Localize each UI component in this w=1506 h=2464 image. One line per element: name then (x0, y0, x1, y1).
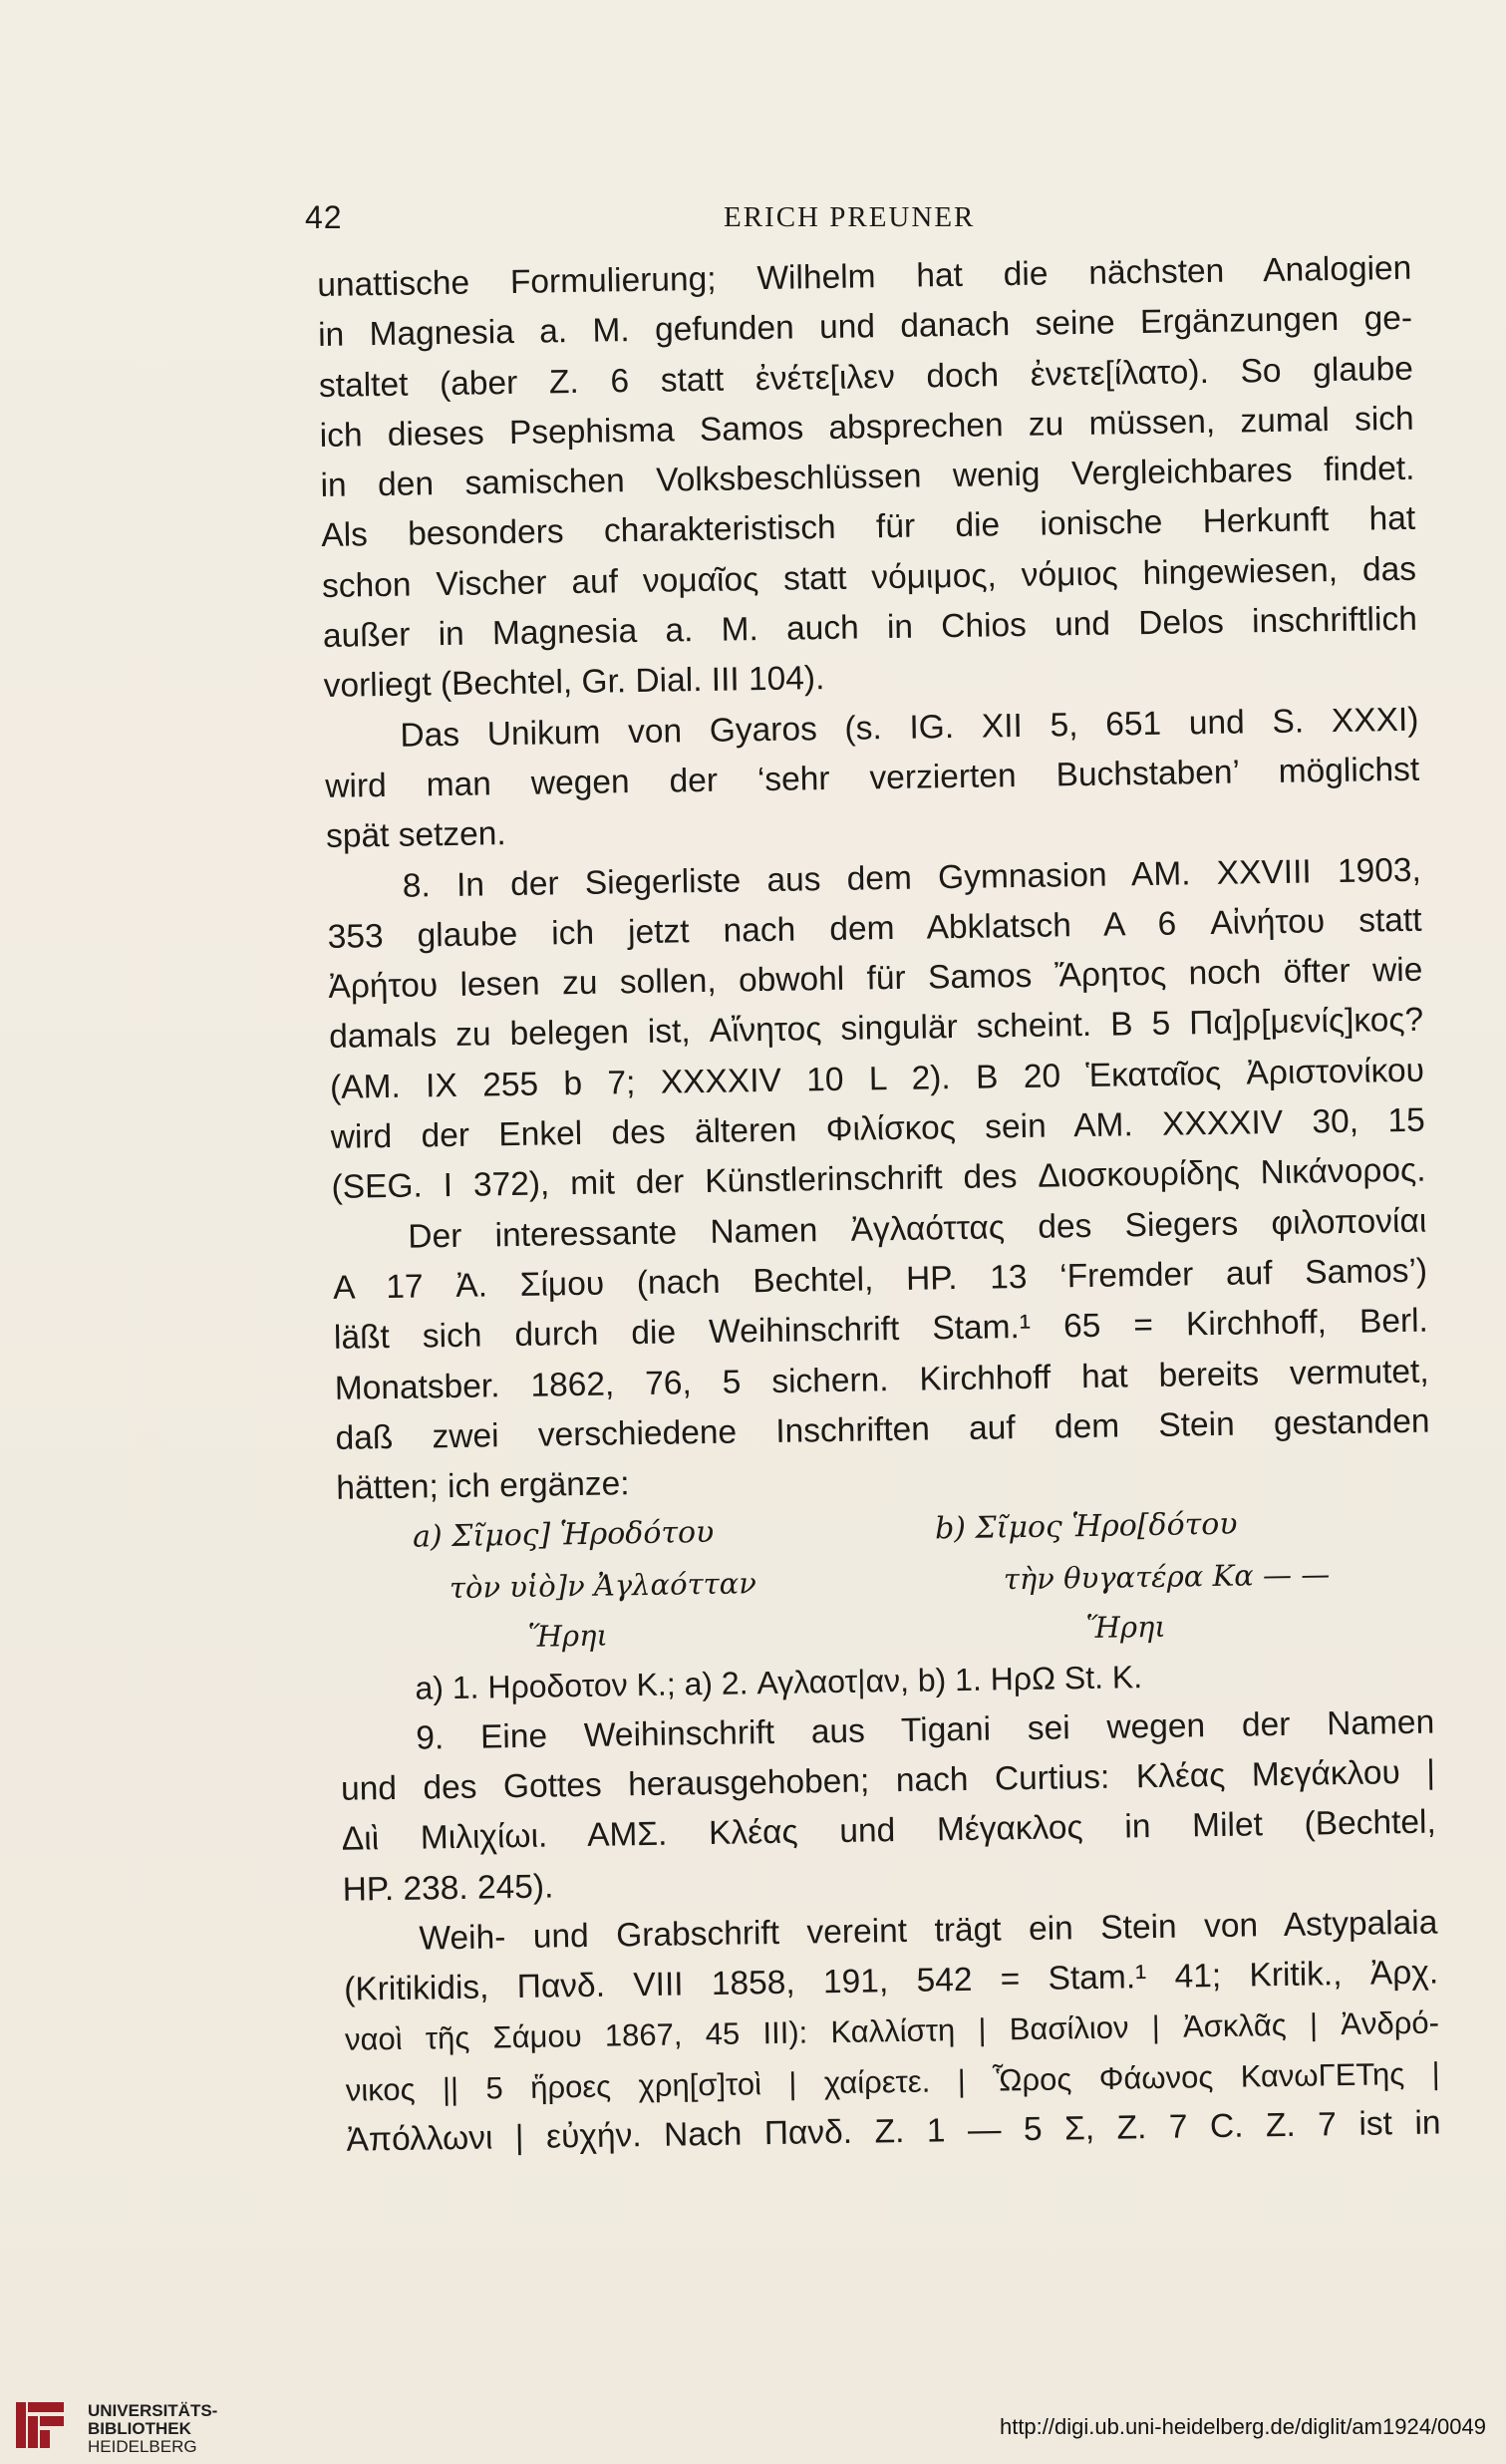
inscription-b-line-2: τὴν θυγατέρα Κα — — (1003, 1556, 1331, 1597)
text-line: außer in Magnesia a. M. auch in Chios und Delos inschriftlich (322, 600, 1418, 656)
text-line: (AM. IX 255 b 7; XXXXIV 10 L 2). B 20 Ἑκαταῖος Ἀριστονίκου (329, 1052, 1425, 1106)
text-line: Διὶ Μιλιχίωι. ΑΜΣ. Κλέας und Μέγακλος in Milet (Bechtel, (341, 1803, 1437, 1859)
text-line: damals zu belegen ist, Αἴνητος singulär scheint. B 5 Πα]ρ[μενίς]κος? (328, 1002, 1424, 1057)
text-line: ich dieses Psephisma Samos absprechen zu müssen, zumal sich (319, 400, 1414, 455)
text-line: 9. Eine Weihinschrift aus Tigani sei wegen der Namen (415, 1703, 1435, 1757)
text-line: schon Vischer auf νομαῖος statt νόμιμος, νόμιος hingewiesen, das (321, 550, 1417, 605)
text-line: staltet (aber Z. 6 statt ἐνέτε[ιλεν doch ἐνετε[ίλατο). So glaube (318, 350, 1414, 405)
text-line: Ἀπόλλωνι | εὐχήν. Nach Πανδ. Z. 1 — 5 Σ, Z. 7 C. Z. 7 ist in (346, 2104, 1441, 2159)
library-name-line-1: UNIVERSITÄTS- (88, 2401, 218, 2420)
text-line: spät setzen. (325, 815, 506, 856)
footer (0, 2392, 1506, 2464)
text-line: unattische Formulierung; Wilhelm hat die nächsten Analogien (317, 249, 1412, 304)
text-line: daß zwei verschiedene Inschriften auf dem Stein gestanden (335, 1402, 1430, 1457)
text-line: wird man wegen der ‘sehr verzierten Buchstaben’ möglichst (324, 751, 1420, 805)
inscription-b-line-3: Ἥρηι (1085, 1609, 1166, 1646)
text-line: ναοὶ τῆς Σάμου 1867, 45 III): Καλλίστη | Βασίλιον | Ἀσκλᾶς | Ἀνδρό- (344, 2004, 1440, 2058)
text-line: A 17 Ἀ. Σίμου (nach Bechtel, HP. 13 ‘Fremder auf Samos’) (332, 1252, 1428, 1307)
running-head (305, 199, 1416, 249)
inscription-a-line-3: Ἥρηι (527, 1618, 609, 1654)
library-name-line-2: BIBLIOTHEK (88, 2419, 191, 2438)
text-line: a) 1. Ηροδοτον Κ.; a) 2. Αγλαοτ|αν, b) 1. ΗρΩ St. K. (415, 1659, 1143, 1706)
page-number: 42 (305, 199, 343, 235)
text-line: 8. In der Siegerliste aus dem Gymnasion AM. XXVIII 1903, (402, 851, 1422, 905)
text-line: HP. 238. 245). (342, 1867, 554, 1909)
text-line: wird der Enkel des älteren Φιλίσκος sein AM. XXXXIV 30, 15 (330, 1101, 1425, 1156)
text-line: Der interessante Namen Ἀγλαόττας des Siegers φιλοπονίαι (408, 1202, 1427, 1256)
text-line: (Kritikidis, Πανδ. VIII 1858, 191, 542 = Stam.¹ 41; Kritik., Ἀρχ. (343, 1954, 1439, 2008)
permalink-url[interactable]: http://digi.ub.uni-heidelberg.de/diglit/am1924/0049 (999, 2414, 1486, 2439)
text-line: Als besonders charakteristisch für die ionische Herkunft hat (321, 500, 1416, 555)
text-line: (SEG. I 372), mit der Künstlerinschrift des Διοσκουρίδης Νικάνορος. (331, 1151, 1426, 1207)
text-line: νικος || 5 ἥροες χρη[σ]τοὶ | χαίρετε. | Ὧρος Φάωνος ΚανωΓΕΤης | (345, 2055, 1440, 2108)
inscription-b-line-1: b) Σῖμος Ἡρο[δότου (934, 1507, 1238, 1547)
inscription-a-line-2: τὸν υἱὸ]ν Ἀγλαότταν (449, 1565, 757, 1605)
text-line: in den samischen Volksbeschlüssen wenig Vergleichbares findet. (320, 450, 1415, 505)
body-text (317, 244, 1441, 2166)
text-line: hätten; ich ergänze: (336, 1465, 630, 1507)
text-line: vorliegt (Bechtel, Gr. Dial. III 104). (323, 660, 825, 706)
library-logo-icon (14, 2400, 66, 2450)
text-line: läßt sich durch die Weihinschrift Stam.¹ 65 = Kirchhoff, Berl. (333, 1302, 1429, 1358)
library-name (88, 2402, 217, 2456)
inscription-a-line-1: a) Σῖμος] Ἡροδότου (412, 1515, 715, 1556)
text-line: Das Unikum von Gyaros (s. IG. XII 5, 651 und S. XXXI) (400, 701, 1419, 755)
text-line: 353 glaube ich jetzt nach dem Abklatsch A 6 Αἰνήτου statt (327, 901, 1422, 956)
text-line: Ἀρήτου lesen zu sollen, obwohl für Samos Ἄρητος noch öfter wie (328, 951, 1423, 1007)
text-line: Monatsber. 1862, 76, 5 sichern. Kirchhoff hat bereits vermutet, (334, 1353, 1429, 1407)
text-line: und des Gottes herausgehoben; nach Curtius: Κλέας Μεγάκλου | (340, 1753, 1436, 1808)
running-title: ERICH PREUNER (724, 201, 976, 233)
text-line: in Magnesia a. M. gefunden und danach seine Ergänzungen ge- (317, 300, 1413, 355)
library-name-line-3: HEIDELBERG (88, 2437, 197, 2456)
text-line: Weih- und Grabschrift vereint trägt ein Stein von Astypalaia (419, 1904, 1438, 1958)
